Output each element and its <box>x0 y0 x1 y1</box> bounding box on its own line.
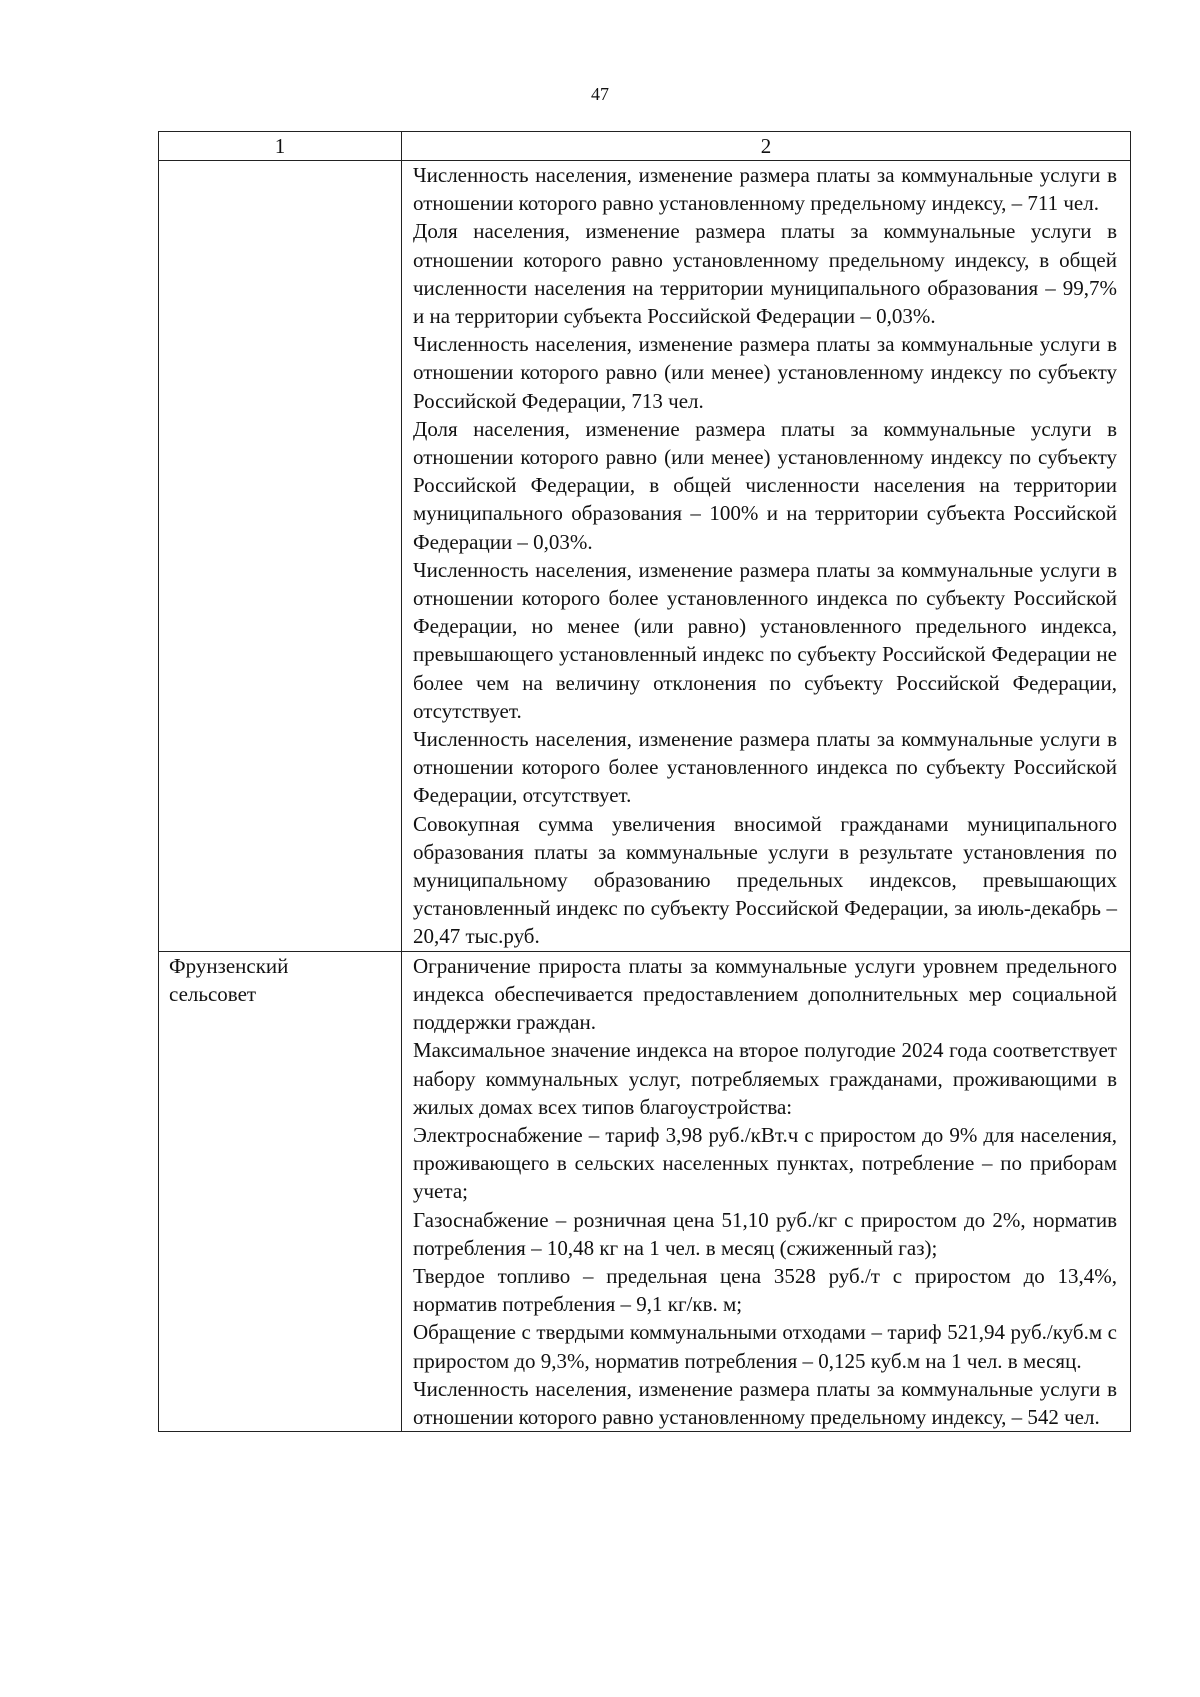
indicator-paragraph: Газоснабжение – розничная цена 51,10 руб./кг с приростом до 2%, норматив потребления – 10,48 кг на 1 чел. в месяц (сжиженный газ); <box>413 1207 1117 1260</box>
indicator-paragraph: Совокупная сумма увеличения вносимой гражданами муниципального образования платы за коммунальные услуги в результате установления по муниципальному образованию предельных индексов, превышающих установленный индекс по субъекту Российской Федерации, за июль-декабрь – 20,47 тыс.руб. <box>413 811 1117 949</box>
municipality-cell <box>159 951 402 1431</box>
indicator-paragraph: Доля населения, изменение размера платы за коммунальные услуги в отношении которого равно установленному предельному индексу, в общей численности населения на территории муниципального образования – 99,7% и на территории субъекта Российской Федерации – 0,03%. <box>413 219 1117 329</box>
column-header-2: 2 <box>402 132 1131 161</box>
table-row <box>159 951 1131 1431</box>
table-header-row <box>159 132 1131 161</box>
indicator-text-cell <box>402 161 1131 952</box>
indicator-paragraph: Максимальное значение индекса на второе полугодие 2024 года соответствует набору коммунальных услуг, потребляемых гражданами, проживающими в жилых домах всех типов благоустройства: <box>413 1038 1117 1119</box>
indicator-text-cell <box>402 951 1131 1431</box>
indicator-paragraph: Численность населения, изменение размера платы за коммунальные услуги в отношении которого более установленного индекса по субъекту Российской Федерации, отсутствует. <box>413 727 1117 808</box>
indicator-paragraph: Ограничение прироста платы за коммунальные услуги уровнем предельного индекса обеспечивается предоставлением дополнительных мер социальной поддержки граждан. <box>413 953 1117 1035</box>
table-row <box>159 161 1131 952</box>
indicator-paragraph: Доля населения, изменение размера платы за коммунальные услуги в отношении которого равно (или менее) установленному индексу по субъекту Российской Федерации, в общей численности населения на территории муниципального образования – 100% и на территории субъекта Российской Федерации – 0,03%. <box>413 416 1117 554</box>
column-header-1: 1 <box>159 132 402 161</box>
municipality-name: Фрунзенский сельсовет <box>169 953 289 1006</box>
indicator-paragraph: Численность населения, изменение размера платы за коммунальные услуги в отношении которого равно (или менее) установленному индексу по субъекту Российской Федерации, 713 чел. <box>413 332 1117 413</box>
municipality-cell <box>159 161 402 952</box>
indicator-paragraph: Численность населения, изменение размера платы за коммунальные услуги в отношении которого более установленного индекса по субъекту Российской Федерации, но менее (или равно) установленного предельного индекса, превышающего установленный индекс по субъекту Российской Федерации не более чем на величину отклонения по субъекту Российской Федерации, отсутствует. <box>413 557 1117 723</box>
indicator-paragraph: Обращение с твердыми коммунальными отходами – тариф 521,94 руб./куб.м с приростом до 9,3%, норматив потребления – 0,125 куб.м на 1 чел. в месяц. <box>413 1320 1117 1373</box>
indicator-paragraph: Численность населения, изменение размера платы за коммунальные услуги в отношении которого равно установленному предельному индексу, – 711 чел. <box>413 163 1117 216</box>
indicator-paragraph: Электроснабжение – тариф 3,98 руб./кВт.ч с приростом до 9% для населения, проживающего в сельских населенных пунктах, потребление – по приборам учета; <box>413 1122 1117 1204</box>
indicator-paragraph: Численность населения, изменение размера платы за коммунальные услуги в отношении которого равно установленному предельному индексу, – 542 чел. <box>413 1376 1117 1429</box>
indicator-paragraph: Твердое топливо – предельная цена 3528 руб./т с приростом до 13,4%, норматив потребления – 9,1 кг/кв. м; <box>413 1263 1117 1317</box>
page-number: 47 <box>591 84 609 104</box>
document-table <box>158 131 1131 1432</box>
